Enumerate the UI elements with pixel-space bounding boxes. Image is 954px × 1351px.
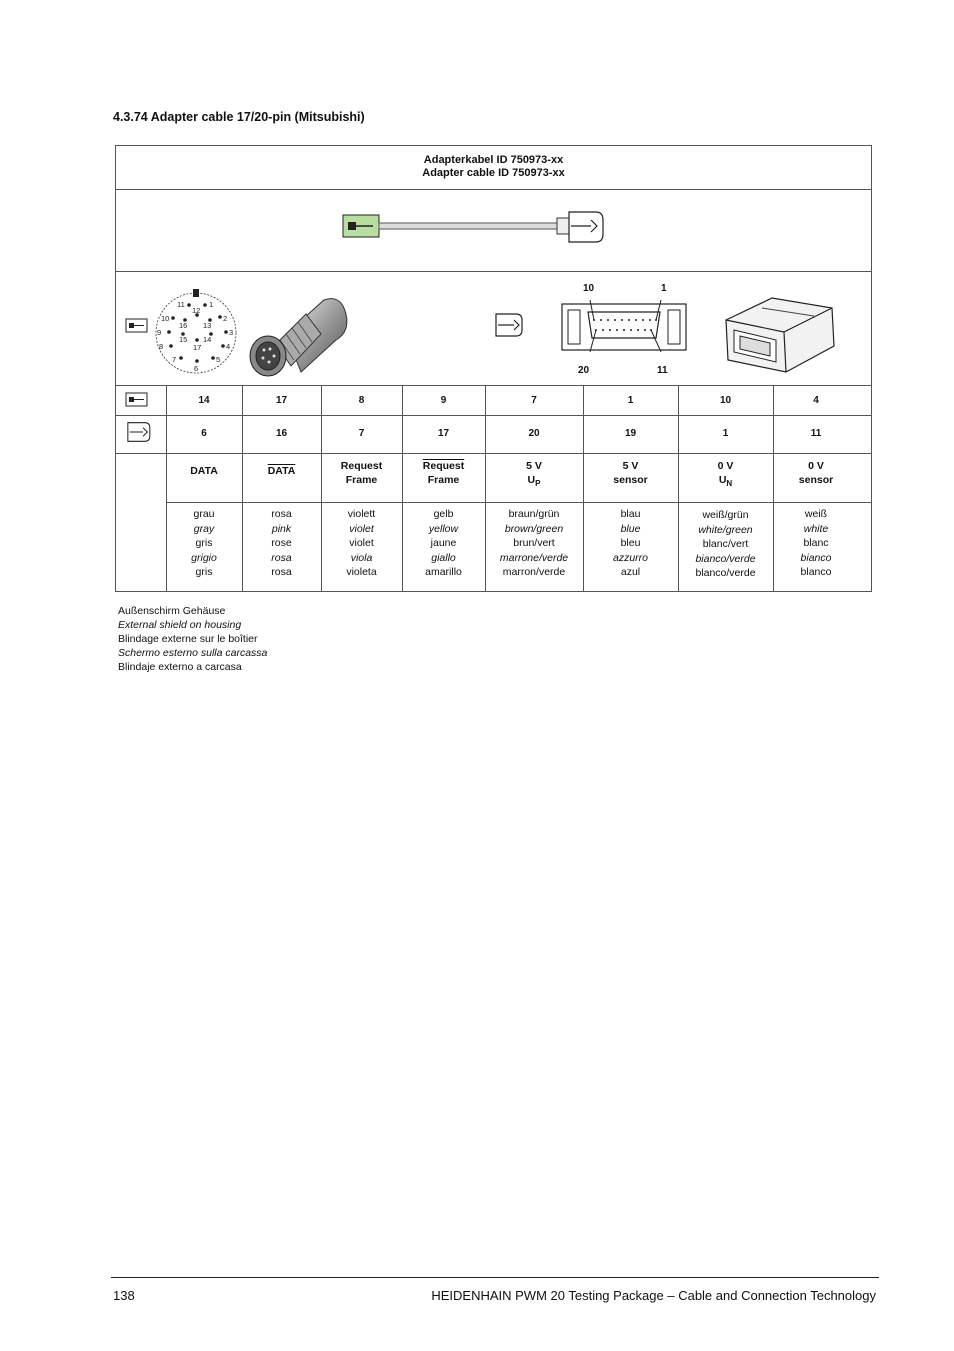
pin-a-4: 9: [440, 395, 447, 406]
shield-note-en: External shield on housing: [118, 619, 242, 631]
pin-label: 1: [209, 300, 214, 309]
pin-label: 11: [177, 300, 185, 309]
pin-a-5: 7: [531, 395, 537, 406]
pin-a-8: 4: [813, 395, 819, 406]
pin-label: 5: [216, 355, 221, 364]
wire-color-8: weiß white blanc bianco blanco: [800, 508, 832, 578]
pin-label: 7: [172, 355, 177, 364]
male-connector-icon: [125, 392, 149, 408]
pin-label: 3: [229, 328, 234, 337]
footer-divider: [111, 1277, 879, 1278]
shield-note: [118, 604, 267, 674]
wire-color-4: gelb yellow jaune giallo amarillo: [425, 508, 462, 578]
signal-un: 0 V $U_N$: [717, 460, 734, 489]
signal-up: 5 V $U_P$: [526, 460, 542, 489]
cable-title-en: Adapter cable ID 750973-xx: [422, 167, 565, 179]
mdr-20-pin-face: [560, 298, 690, 352]
wire-color-1: grau gray gris grigio gris: [191, 508, 217, 578]
pin-b-1: 6: [201, 428, 207, 439]
signal-data-inverted: DATA: [267, 465, 296, 477]
pin-label: 12: [192, 306, 201, 315]
female-connector-icon: [492, 312, 524, 338]
signal-0v-sensor: 0 V sensor: [798, 460, 834, 486]
section-title: 4.3.74 Adapter cable 17/20-pin (Mitsubishi): [113, 110, 365, 124]
pinout-table: [115, 145, 872, 592]
signal-request-frame-inverted: Request Frame: [422, 460, 465, 486]
pin-b-8: 11: [810, 428, 822, 439]
pin-b-3: 7: [358, 428, 365, 439]
pin-a-7: 10: [719, 395, 732, 406]
pin-label: 10: [161, 314, 170, 323]
pin-label: 2: [223, 314, 228, 323]
shield-note-de: Außenschirm Gehäuse: [118, 605, 226, 617]
signal-request-frame: Request Frame: [340, 460, 383, 486]
pin-label: 13: [203, 321, 212, 330]
pin-label: 16: [179, 321, 188, 330]
wire-color-6: blau blue bleu azzurro azul: [612, 508, 648, 578]
pin-b-2: 16: [275, 428, 288, 439]
pin-label: 8: [159, 342, 164, 351]
cable-title-de: Adapterkabel ID 750973-xx: [423, 154, 564, 166]
pin-label: 14: [203, 335, 212, 344]
cable-caption: [116, 154, 871, 180]
wire-color-3: violett violet violet viola violeta: [346, 508, 377, 578]
pin-label-20: 20: [578, 365, 590, 376]
signal-data: DATA: [190, 465, 218, 477]
wire-color-7: weiß/grün white/green blanc/vert bianco/verde blanco/verde: [695, 509, 756, 579]
pin-label-11: 11: [657, 365, 668, 376]
pin-a-1: 14: [198, 395, 210, 406]
circular-connector-image: [246, 294, 351, 379]
pin-label-10: 10: [583, 283, 595, 294]
pin-a-2: 17: [275, 395, 288, 406]
mdr-connector-image: [722, 294, 838, 376]
pin-a-3: 8: [358, 395, 365, 406]
pin-label: 17: [193, 343, 202, 352]
pin-b-6: 19: [624, 428, 637, 439]
wire-color-5: braun/grün brown/green brun/vert marrone/verde marron/verde: [499, 508, 569, 578]
signal-5v-sensor: 5 V sensor: [613, 460, 648, 486]
pin-label-1: 1: [661, 283, 667, 294]
shield-note-fr: Blindage externe sur le boîtier: [118, 633, 258, 645]
wire-color-2: rosa pink rose rosa rosa: [271, 508, 292, 578]
pin-label: 15: [179, 335, 188, 344]
pin-a-6: 1: [627, 395, 634, 406]
male-connector-icon: [125, 318, 149, 334]
pin-label: 4: [226, 342, 231, 351]
pin-b-7: 1: [722, 428, 729, 439]
page-number: 138: [113, 1288, 135, 1303]
pin-label: 9: [157, 328, 162, 337]
circular-17-pin-face: [153, 288, 239, 374]
pin-b-4: 17: [437, 428, 450, 439]
pin-label: 6: [194, 364, 199, 373]
shield-note-it: Schermo esterno sulla carcassa: [118, 647, 268, 659]
shield-note-es: Blindaje externo a carcasa: [118, 661, 242, 673]
female-connector-icon: [124, 421, 152, 443]
pin-b-5: 20: [528, 428, 540, 439]
footer-title: HEIDENHAIN PWM 20 Testing Package – Cable and Connection Technology: [431, 1288, 876, 1303]
cable-drawing: [341, 206, 611, 248]
